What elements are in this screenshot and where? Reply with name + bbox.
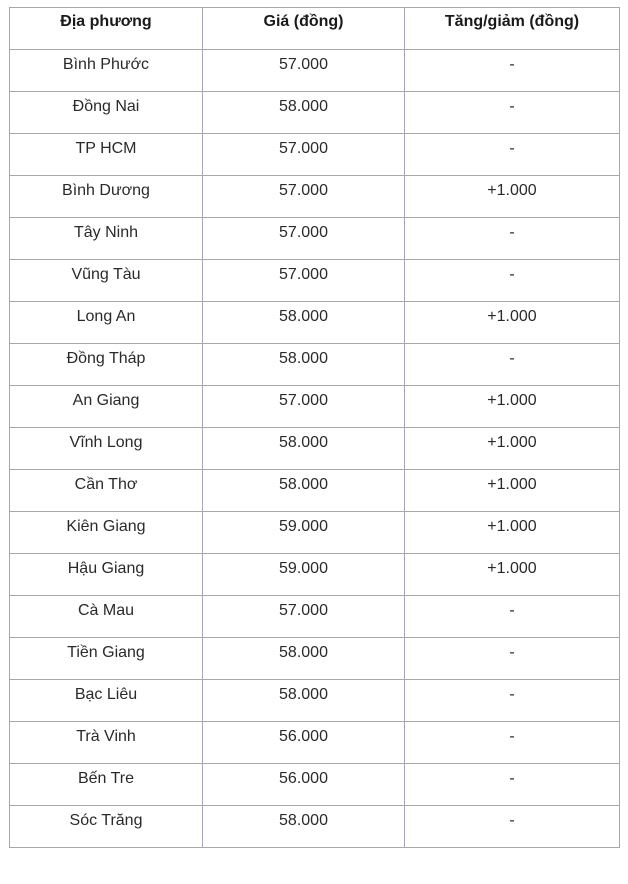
header-change: Tăng/giảm (đồng) — [405, 8, 620, 50]
table-row — [10, 722, 620, 764]
cell-location: Đồng Tháp — [10, 344, 203, 386]
cell-change: - — [405, 806, 620, 848]
cell-change: - — [405, 638, 620, 680]
cell-price: 58.000 — [203, 92, 405, 134]
table-row — [10, 596, 620, 638]
cell-price: 56.000 — [203, 722, 405, 764]
cell-price: 57.000 — [203, 218, 405, 260]
table-row — [10, 638, 620, 680]
table-row — [10, 764, 620, 806]
cell-change: - — [405, 218, 620, 260]
cell-change: - — [405, 344, 620, 386]
cell-change: +1.000 — [405, 554, 620, 596]
cell-change: +1.000 — [405, 470, 620, 512]
cell-location: Vĩnh Long — [10, 428, 203, 470]
table-row — [10, 92, 620, 134]
cell-change: - — [405, 260, 620, 302]
cell-change: +1.000 — [405, 386, 620, 428]
cell-change: - — [405, 764, 620, 806]
cell-location: An Giang — [10, 386, 203, 428]
cell-location: Vũng Tàu — [10, 260, 203, 302]
table-row — [10, 260, 620, 302]
table-row — [10, 302, 620, 344]
cell-location: Bình Dương — [10, 176, 203, 218]
cell-change: +1.000 — [405, 302, 620, 344]
cell-location: Sóc Trăng — [10, 806, 203, 848]
cell-location: Trà Vinh — [10, 722, 203, 764]
cell-location: Bạc Liêu — [10, 680, 203, 722]
header-location: Địa phương — [10, 8, 203, 50]
cell-price: 58.000 — [203, 302, 405, 344]
price-table — [9, 7, 620, 848]
table-header-row — [10, 8, 620, 50]
cell-change: - — [405, 134, 620, 176]
cell-location: Tiền Giang — [10, 638, 203, 680]
cell-change: - — [405, 722, 620, 764]
cell-price: 58.000 — [203, 806, 405, 848]
cell-price: 58.000 — [203, 638, 405, 680]
table-row — [10, 512, 620, 554]
cell-change: +1.000 — [405, 428, 620, 470]
table-row — [10, 554, 620, 596]
cell-price: 58.000 — [203, 680, 405, 722]
cell-change: +1.000 — [405, 176, 620, 218]
cell-price: 58.000 — [203, 470, 405, 512]
cell-change: - — [405, 50, 620, 92]
table-row — [10, 176, 620, 218]
table-row — [10, 806, 620, 848]
table-row — [10, 470, 620, 512]
cell-change: +1.000 — [405, 512, 620, 554]
cell-change: - — [405, 680, 620, 722]
cell-price: 59.000 — [203, 554, 405, 596]
cell-price: 57.000 — [203, 134, 405, 176]
table-row — [10, 134, 620, 176]
cell-location: Bình Phước — [10, 50, 203, 92]
table-row — [10, 428, 620, 470]
table-row — [10, 344, 620, 386]
cell-price: 57.000 — [203, 596, 405, 638]
cell-price: 58.000 — [203, 428, 405, 470]
table-row — [10, 218, 620, 260]
cell-location: Long An — [10, 302, 203, 344]
table-row — [10, 680, 620, 722]
table-row — [10, 386, 620, 428]
cell-price: 57.000 — [203, 176, 405, 218]
cell-price: 56.000 — [203, 764, 405, 806]
cell-location: Đồng Nai — [10, 92, 203, 134]
cell-price: 57.000 — [203, 260, 405, 302]
cell-price: 59.000 — [203, 512, 405, 554]
cell-location: Cà Mau — [10, 596, 203, 638]
header-price: Giá (đồng) — [203, 8, 405, 50]
cell-price: 57.000 — [203, 50, 405, 92]
cell-location: Kiên Giang — [10, 512, 203, 554]
cell-location: TP HCM — [10, 134, 203, 176]
table-row — [10, 50, 620, 92]
cell-change: - — [405, 92, 620, 134]
cell-price: 57.000 — [203, 386, 405, 428]
table-container — [9, 7, 620, 848]
cell-price: 58.000 — [203, 344, 405, 386]
cell-location: Hậu Giang — [10, 554, 203, 596]
cell-location: Tây Ninh — [10, 218, 203, 260]
table-body — [10, 50, 620, 848]
cell-change: - — [405, 596, 620, 638]
cell-location: Cần Thơ — [10, 470, 203, 512]
cell-location: Bến Tre — [10, 764, 203, 806]
